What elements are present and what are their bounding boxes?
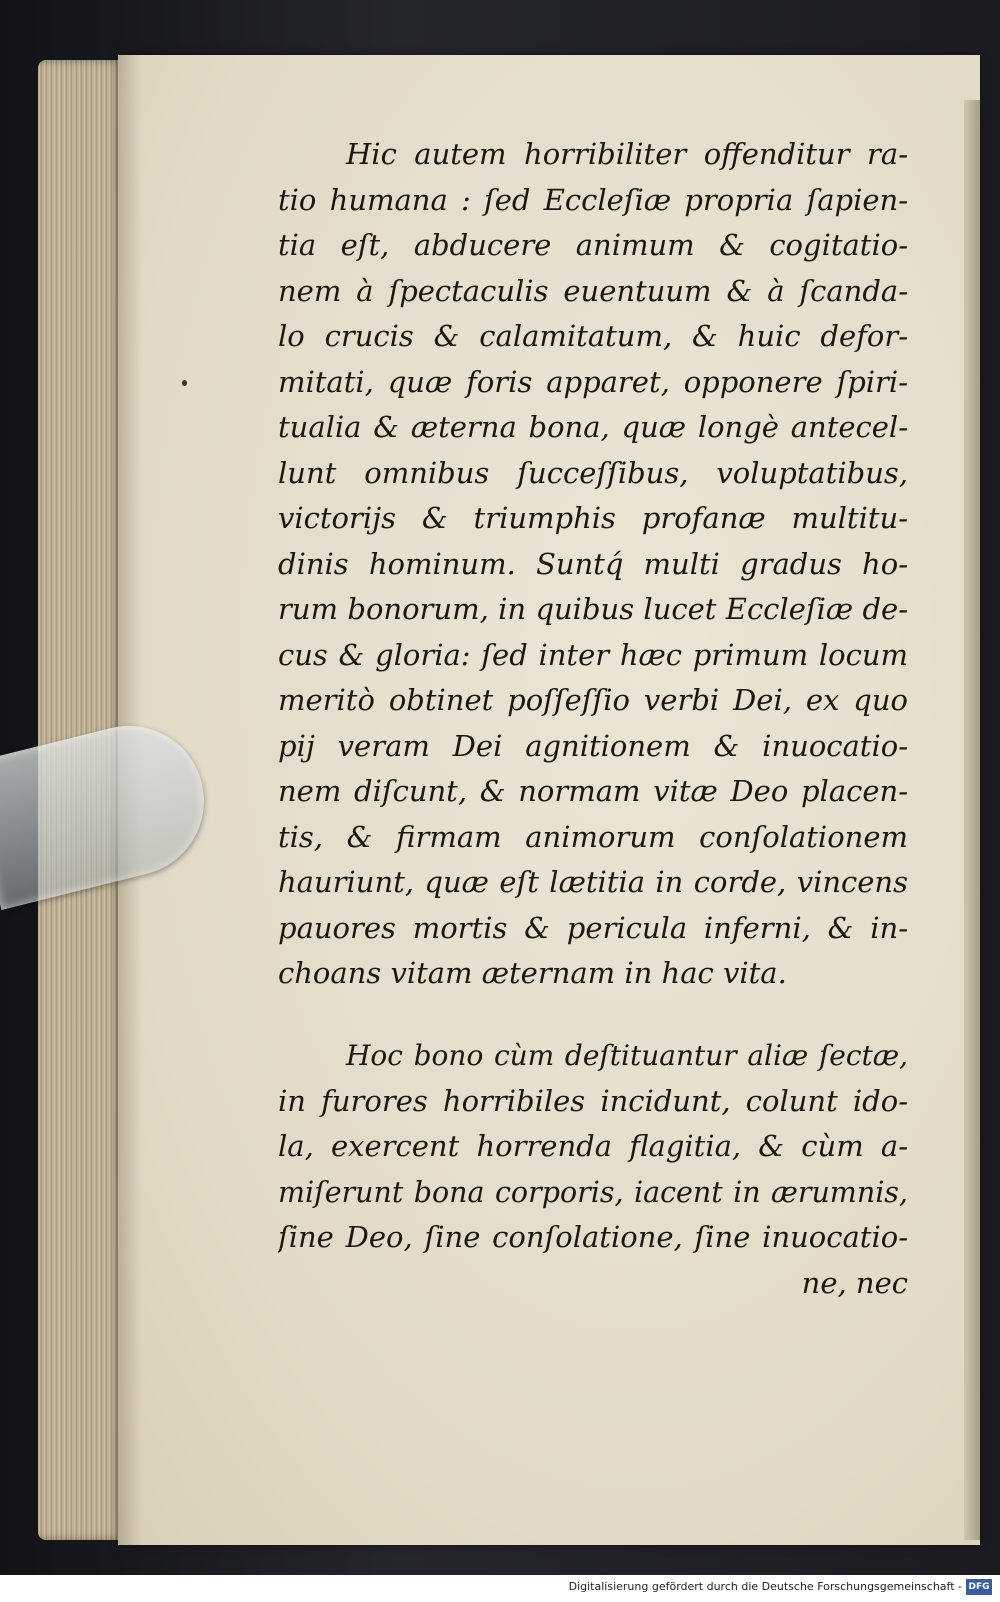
- footer-bar: [0, 1575, 1000, 1602]
- text-line: rum bonorum, in quibus lucet Eccleſiæ de-: [278, 592, 908, 626]
- text-line: tis, & firmam animorum conſolationem: [278, 819, 908, 854]
- text-line: tio humana : ſed Eccleſiæ propria ſapien-: [278, 182, 908, 217]
- ink-spot: [182, 380, 187, 386]
- text-line: hauriunt, quæ eſt lætitia in corde, vincens: [278, 865, 908, 899]
- footer-credit: Digitalisierung gefördert durch die Deutsche Forschungsgemeinschaft -: [568, 1580, 962, 1593]
- paragraph-2: [278, 1033, 908, 1306]
- text-line: Hoc bono cùm deſtituantur aliæ ſectæ,: [346, 1039, 908, 1072]
- text-line: nem à ſpectaculis euentuum & à ſcanda-: [278, 273, 908, 308]
- catchword: ne, nec: [801, 1265, 908, 1300]
- text-line: tia eſt, abducere animum & cogitatio-: [278, 228, 908, 262]
- text-line: cus & gloria: ſed inter hæc primum locum: [278, 637, 908, 672]
- text-line: tualia & æterna bona, quæ longè antecel-: [278, 410, 908, 444]
- text-line: choans vitam æternam in hac vita.: [278, 956, 787, 990]
- text-line: dinis hominum. Suntq́ multi gradus ho-: [278, 546, 908, 581]
- text-line: lunt omnibus ſucceſſibus, voluptatibus,: [278, 455, 908, 490]
- text-line: in furores horribiles incidunt, colunt ido-: [278, 1083, 908, 1118]
- text-line: meritò obtinet poſſeſſio verbi Dei, ex quo: [278, 683, 908, 717]
- text-line: la, exercent horrenda flagitia, & cùm a-: [278, 1129, 908, 1163]
- text-line: Hic autem horribiliter offenditur ra-: [346, 137, 908, 171]
- text-line: pij veram Dei agnitionem & inuocatio-: [278, 728, 908, 763]
- text-line: miſerunt bona corporis, iacent in ærumnis,: [278, 1175, 908, 1209]
- dfg-logo: DFG: [966, 1579, 992, 1595]
- text-line: lo crucis & calamitatum, & huic defor-: [278, 319, 908, 353]
- page-right-edge: [964, 100, 980, 1540]
- text-line: pauores mortis & pericula inferni, & in-: [278, 910, 908, 945]
- text-line: victorijs & triumphis profanæ multitu-: [278, 501, 908, 535]
- text-line: mitati, quæ foris apparet, opponere ſpiri-: [278, 364, 908, 399]
- text-line: ſine Deo, ſine conſolatione, ſine inuocatio-: [278, 1220, 908, 1254]
- text-line: nem diſcunt, & normam vitæ Deo placen-: [278, 774, 908, 808]
- paragraph-1: [278, 132, 908, 997]
